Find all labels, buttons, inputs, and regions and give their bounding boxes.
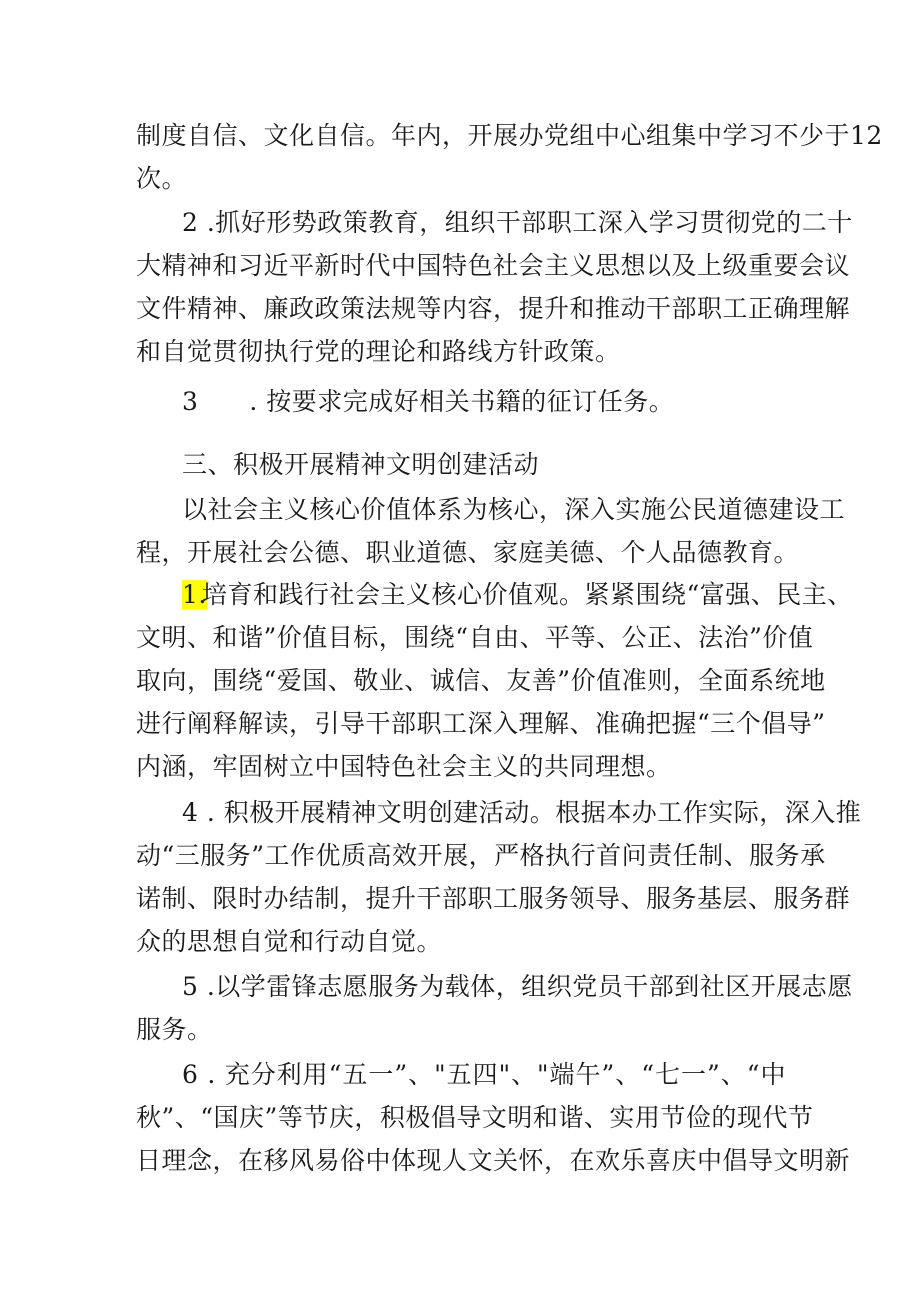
highlighted-list-number	[182, 579, 207, 611]
paragraph-line: 大精神和习近平新时代中国特色社会主义思想以及上级重要会议	[136, 251, 851, 280]
paragraph-line: 程，开展社会公德、职业道德、家庭美德、个人品德教育。	[136, 538, 800, 567]
paragraph-line: 服务。	[136, 1015, 213, 1044]
paragraph-line: 诺制、限时办结制，提升干部职工服务领导、服务基层、服务群	[136, 884, 851, 913]
highlight-mark: 1.	[182, 580, 207, 609]
paragraph-line: 日理念，在移风易俗中体现人文关怀，在欢乐喜庆中倡导文明新	[136, 1146, 851, 1175]
list-item-3-line: 3 . 按要求完成好相关书籍的征订任务。	[182, 387, 675, 416]
paragraph-line: 文明、和谐”价值目标，围绕“自由、平等、公正、法治”价值	[136, 623, 814, 652]
paragraph-line: 和自觉贯彻执行党的理论和路线方针政策。	[136, 337, 621, 366]
paragraph-line: 以社会主义核心价值体系为核心，深入实施公民道德建设工	[182, 495, 846, 524]
paragraph-line: 秋”、“国庆”等节庆，积极倡导文明和谐、实用节俭的现代节	[136, 1103, 814, 1132]
paragraph-line: 取向，围绕“爱国、敬业、诚信、友善”价值准则，全面系统地	[136, 666, 826, 695]
list-item-6-line: 6 . 充分利用“五一”、"五四"、"端午”、“七一”、“中	[182, 1060, 786, 1089]
list-item-4-line: 4 . 积极开展精神文明创建活动。根据本办工作实际，深入推	[182, 798, 862, 827]
paragraph-line: 内涵，牢固树立中国特色社会主义的共同理想。	[136, 752, 672, 781]
paragraph-line: 次。	[136, 164, 188, 193]
section-heading: 三、积极开展精神文明创建活动	[182, 450, 540, 479]
paragraph-line: 制度自信、文化自信。年内，开展办党组中心组集中学习不少于12	[136, 121, 883, 150]
list-item-1-line: 培育和践行社会主义核心价值观。紧紧围绕“富强、民主、	[202, 580, 853, 609]
paragraph-line: 众的思想自觉和行动自觉。	[136, 927, 443, 956]
list-item-5-line: 5 .以学雷锋志愿服务为载体，组织党员干部到社区开展志愿	[182, 972, 853, 1001]
paragraph-line: 进行阐释解读，引导干部职工深入理解、准确把握“三个倡导”	[136, 709, 826, 738]
paragraph-line: 动“三服务”工作优质高效开展，严格执行首问责任制、服务承	[136, 841, 826, 870]
paragraph-line: 文件精神、廉政政策法规等内容，提升和推动干部职工正确理解	[136, 294, 851, 323]
list-item-2-line: 2 .抓好形势政策教育，组织干部职工深入学习贯彻党的二十	[182, 208, 853, 237]
